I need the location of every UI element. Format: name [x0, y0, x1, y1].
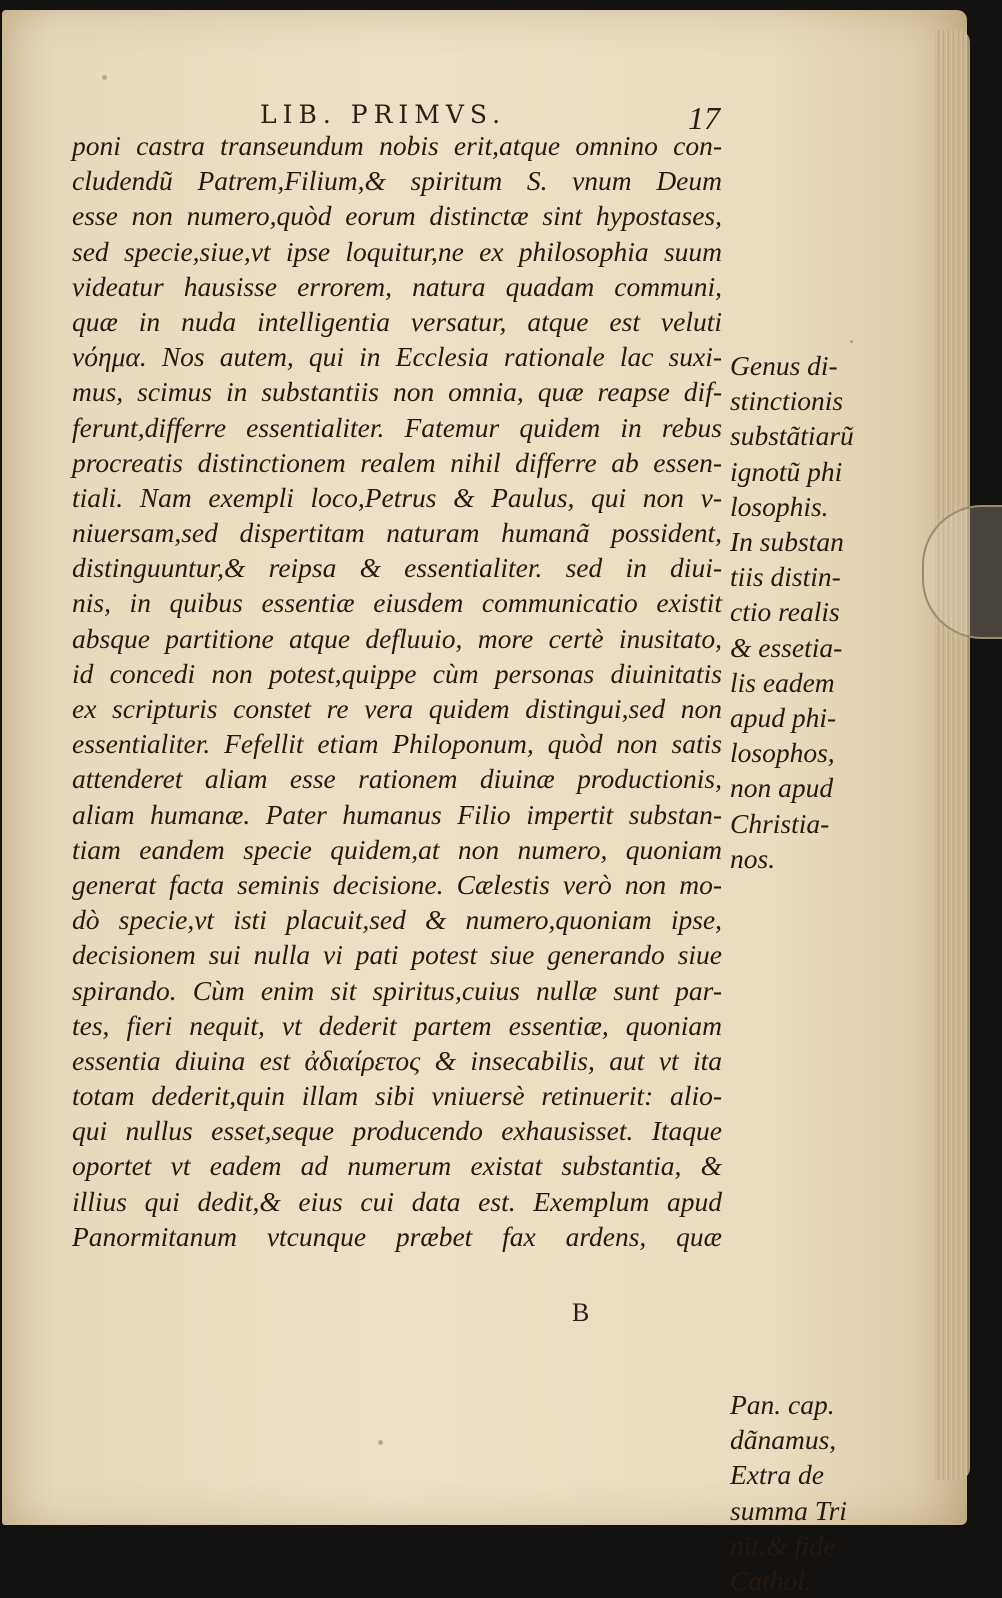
body-line: videatur hausisse errorem, natura quadam communi,	[72, 270, 722, 302]
marginal-note-line: non apud	[730, 772, 834, 804]
paper-spot	[102, 75, 107, 80]
body-line: Panormitanum vtcunque præbet fax ardens, quæ	[72, 1220, 722, 1252]
page-edges	[935, 30, 970, 1480]
body-line: totam dederit,quin illam sibi vniuersè retinuerit: alio-	[72, 1080, 722, 1112]
paper-spot	[850, 340, 853, 343]
marginal-note-line: losophos,	[730, 737, 835, 769]
marginal-note-line: apud phi-	[730, 701, 837, 733]
marginal-note-line: Christia-	[730, 807, 830, 839]
body-line: sed specie,siue,vt ipse loquitur,ne ex philosophia suum	[72, 235, 722, 267]
marginal-note-line: ignotũ phi	[730, 455, 843, 487]
marginal-note-line: Genus di-	[730, 350, 838, 381]
body-line: distinguuntur,& reipsa & essentialiter. sed in diui-	[72, 552, 722, 584]
body-line: illius qui dedit,& eius cui data est. Exemplum apud	[72, 1185, 722, 1217]
marginal-note-line: In substan	[730, 526, 844, 557]
body-line: tiali. Nam exempli loco,Petrus & Paulus, qui non v-	[72, 481, 722, 513]
running-head: LIB. PRIMVS.	[260, 100, 507, 129]
marginal-note-line: substãtiarũ	[730, 420, 854, 452]
marginal-note-line: losophis.	[730, 490, 829, 522]
marginal-note-line: summa Tri	[730, 1494, 847, 1526]
body-line: mus, scimus in substantiis non omnia, quæ reapse dif-	[72, 376, 722, 408]
body-line: qui nullus esset,seque producendo exhausisset. Itaque	[72, 1115, 722, 1147]
body-line: absque partitione atque defluuio, more certè inusitato,	[72, 622, 722, 654]
marginal-note-line: nos.	[730, 842, 776, 874]
marginal-note-line: Cathol.	[730, 1564, 812, 1596]
marginal-note-line: tiis distin-	[730, 561, 841, 593]
marginal-note-line: & essetia-	[730, 631, 843, 663]
page-number: 17	[688, 100, 720, 136]
marginal-note	[730, 524, 885, 876]
body-line: ferunt,differre essentialiter. Fatemur quidem in rebus	[72, 411, 722, 443]
paper-spot	[378, 1440, 383, 1445]
marginal-note-line: ctio realis	[730, 596, 840, 628]
body-line: niuersam,sed dispertitam naturam humanã possident,	[72, 517, 722, 549]
marginal-note-line: Pan. cap.	[730, 1389, 835, 1420]
body-line: poni castra transeundum nobis erit,atque omnino con-	[72, 130, 722, 161]
body-line: generat facta seminis decisione. Cælestis verò non mo-	[72, 868, 722, 900]
body-line: dò specie,vt isti placuit,sed & numero,quoniam ipse,	[72, 904, 722, 936]
body-line: procreatis distinctionem realem nihil differre ab essen-	[72, 446, 722, 478]
body-line: tiam eandem specie quidem,at non numero, quoniam	[72, 833, 722, 865]
body-line: essentia diuina est ἀδιαίρετος & insecabilis, aut vt ita	[72, 1044, 722, 1076]
body-line: spirando. Cùm enim sit spiritus,cuius nullæ sunt par-	[72, 974, 722, 1006]
marginal-note-line: lis eadem	[730, 666, 835, 698]
body-line: aliam humanæ. Pater humanus Filio impertit substan-	[72, 798, 722, 830]
body-line: essentialiter. Fefellit etiam Philoponum, quòd non satis	[72, 728, 722, 760]
body-line: νόημα. Nos autem, qui in Ecclesia rationale lac suxi-	[72, 341, 722, 373]
body-line: attenderet aliam esse rationem diuinæ productionis,	[72, 763, 722, 795]
body-line: quæ in nuda intelligentia versatur, atque est veluti	[72, 305, 722, 337]
signature-mark: B	[572, 1298, 590, 1327]
marginal-note-line: stinctionis	[730, 385, 844, 417]
body-line: id concedi non potest,quippe cùm personas diuinitatis	[72, 657, 722, 689]
body-line: esse non numero,quòd eorum distinctæ sint hypostases,	[72, 200, 722, 232]
marginal-note	[730, 1387, 885, 1598]
body-line: decisionem sui nulla vi pati potest siue generando siue	[72, 939, 722, 971]
body-line: ex scripturis constet re vera quidem distingui,sed non	[72, 693, 722, 724]
marginal-note-line: nit.& fide	[730, 1529, 836, 1561]
marginal-note-line: Extra de	[730, 1459, 824, 1491]
marginal-note	[730, 348, 885, 524]
body-line: oportet vt eadem ad numerum existat substantia, &	[72, 1150, 722, 1182]
marginal-note-line: dãnamus,	[730, 1424, 837, 1456]
body-text	[72, 128, 722, 1254]
body-line: tes, fieri nequit, vt dederit partem essentiæ, quoniam	[72, 1009, 722, 1041]
body-line: cludendũ Patrem,Filium,& spiritum S. vnum Deum	[72, 165, 722, 197]
body-line: nis, in quibus essentiæ eiusdem communicatio existit	[72, 587, 722, 619]
